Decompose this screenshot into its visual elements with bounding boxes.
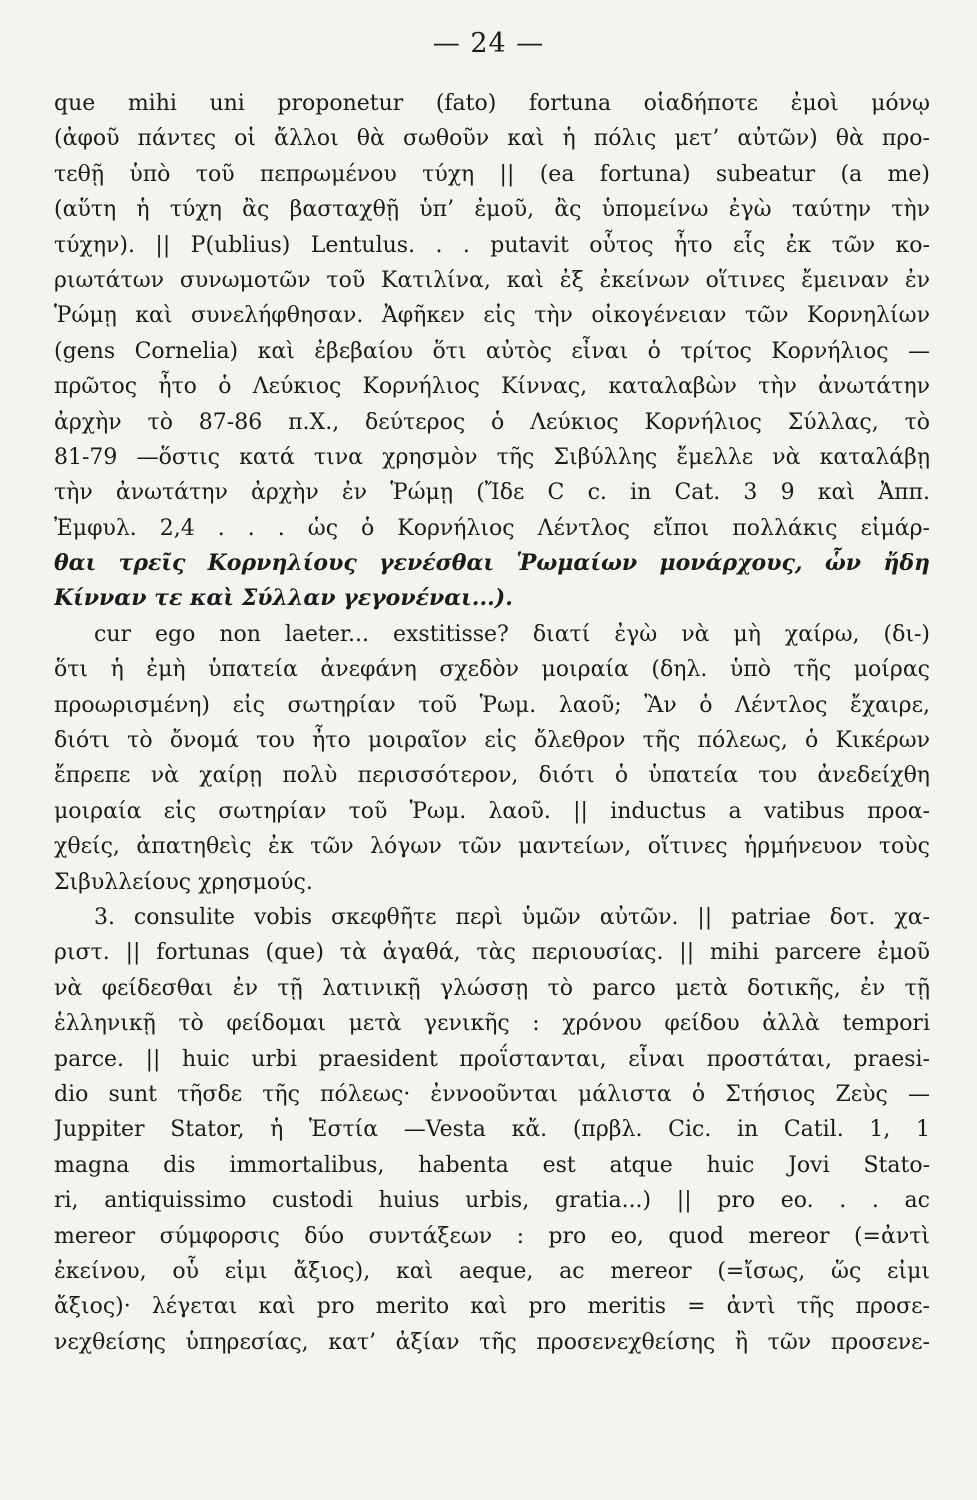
text-line: ἐκείνου, οὗ εἰμι ἄξιος), καὶ aeque, ac mereor (=ἴσως, ὥς εἰμι: [54, 1258, 930, 1284]
text-line: τὴν ἀνωτάτην ἀρχὴν ἐν Ῥώμῃ (Ἴδε C c. in Cat. 3 9 καὶ Ἀππ.: [54, 480, 930, 506]
text-line: διότι τὸ ὄνομά του ἦτο μοιραῖον εἰς ὄλεθρον τῆς πόλεως, ὁ Κικέρων: [54, 728, 930, 754]
text-line: magna dis immortalibus, habenta est atque huic Jovi Stato-: [54, 1152, 930, 1178]
text-line: cur ego non laeter... exstitisse? διατί ἐγὼ νὰ μὴ χαίρω, (δι-): [94, 621, 930, 647]
text-line: 81-79 —ὅστις κατά τινα χρησμὸν τῆς Σιβύλλης ἔμελλε νὰ καταλάβῃ: [54, 444, 930, 470]
text-line: τύχην). || P(ublius) Lentulus. . . putavit οὗτος ἦτο εἷς ἐκ τῶν κο-: [54, 232, 930, 258]
text-line: (ἀφοῦ πάντες οἱ ἄλλοι θὰ σωθοῦν καὶ ἡ πόλις μετ’ αὐτῶν) θὰ προ-: [54, 126, 930, 152]
text-line: (αὕτη ἡ τύχη ἂς βασταχθῇ ὑπ’ ἐμοῦ, ἂς ὑπομείνω ἐγὼ ταύτην τὴν: [54, 197, 930, 223]
text-line: ριστ. || fortunas (que) τὰ ἀγαθά, τὰς περιουσίας. || mihi parcere ἐμοῦ: [54, 940, 930, 966]
text-line: ἄξιος)· λέγεται καὶ pro merito καὶ pro meritis = ἀντὶ τῆς προσε-: [54, 1294, 930, 1320]
text-line: ἀρχὴν τὸ 87-86 π.Χ., δεύτερος ὁ Λεύκιος Κορνήλιος Σύλλας, τὸ: [54, 409, 930, 435]
text-line: Ἐμφυλ. 2,4 . . . ὡς ὁ Κορνήλιος Λέντλος εἴποι πολλάκις εἱμάρ-: [54, 515, 930, 541]
text-line: 3. consulite vobis σκεφθῆτε περὶ ὑμῶν αὐτῶν. || patriae δοτ. χα-: [94, 904, 930, 930]
text-line: ὅτι ἡ ἐμὴ ὑπατεία ἀνεφάνη σχεδὸν μοιραία (δηλ. ὑπὸ τῆς μοίρας: [54, 657, 930, 683]
text-line: ri, antiquissimo custodi huius urbis, gratia...) || pro eo. . . ac: [54, 1188, 930, 1214]
text-line: πρῶτος ἦτο ὁ Λεύκιος Κορνήλιος Κίννας, καταλαβὼν τὴν ἀνωτάτην: [54, 374, 930, 400]
body-text: [54, 86, 930, 1360]
text-line: νεχθείσης ὑπηρεσίας, κατ’ ἀξίαν τῆς προσενεχθείσης ἢ τῶν προσενε-: [54, 1329, 930, 1355]
text-line: μοιραία εἰς σωτηρίαν τοῦ Ῥωμ. λαοῦ. || inductus a vatibus προα-: [54, 798, 930, 824]
text-line: ριωτάτων συνωμοτῶν τοῦ Κατιλίνα, καὶ ἐξ ἐκείνων οἵτινες ἔμειναν ἐν: [54, 267, 930, 293]
text-line: que mihi uni proponetur (fato) fortuna οἱαδήποτε ἐμοὶ μόνῳ: [54, 91, 930, 116]
text-line: ἔπρεπε νὰ χαίρῃ πολὺ περισσότερον, διότι ὁ ὑπατεία του ἀνεδείχθη: [54, 763, 930, 789]
text-line: νὰ φείδεσθαι ἐν τῇ λατινικῇ γλώσσῃ τὸ parco μετὰ δοτικῆς, ἐν τῇ: [54, 975, 930, 1001]
text-line: mereor σύμφορσις δύο συντάξεων : pro eo, quod mereor (=ἀντὶ: [54, 1223, 930, 1249]
text-line: Ῥώμῃ καὶ συνελήφθησαν. Ἀφῆκεν εἰς τὴν οἰκογένειαν τῶν Κορνηλίων: [54, 303, 930, 329]
text-line: parce. || huic urbi praesident προΐστανται, εἶναι προστάται, praesi-: [54, 1046, 930, 1072]
text-line: Σιβυλλείους χρησμούς.: [54, 869, 313, 895]
page-number-header: — 24 —: [432, 28, 545, 59]
text-line: (gens Cornelia) καὶ ἐβεβαίου ὅτι αὐτὸς εἶναι ὁ τρίτος Κορνήλιος —: [54, 338, 930, 364]
text-line: χθείς, ἀπατηθεὶς ἐκ τῶν λόγων τῶν μαντείων, οἵτινες ἡρμήνευον τοὺς: [54, 834, 930, 860]
text-line: Juppiter Stator, ἡ Ἑστία —Vesta κἄ. (πρβλ. Cic. in Catil. 1, 1: [54, 1117, 930, 1143]
text-line: τεθῇ ὑπὸ τοῦ πεπρωμένου τύχη || (ea fortuna) subeatur (a me): [54, 161, 930, 187]
text-line: ἑλληνικῇ τὸ φείδομαι μετὰ γενικῆς : χρόνου φείδου ἀλλὰ tempori: [54, 1011, 930, 1037]
quotation-line: Κίνναν τε καὶ Σύλλαν γεγονέναι...).: [54, 585, 513, 612]
quotation-line: θαι τρεῖς Κορνηλίους γενέσθαι Ῥωμαίων μονάρχους, ὧν ἤδη: [54, 550, 930, 577]
text-line: dio sunt τῆσδε τῆς πόλεως· ἐννοοῦνται μάλιστα ὁ Στήσιος Ζεὺς —: [54, 1081, 930, 1107]
text-line: προωρισμένη) εἰς σωτηρίαν τοῦ Ῥωμ. λαοῦ; Ἂν ὁ Λέντλος ἔχαιρε,: [54, 692, 930, 718]
